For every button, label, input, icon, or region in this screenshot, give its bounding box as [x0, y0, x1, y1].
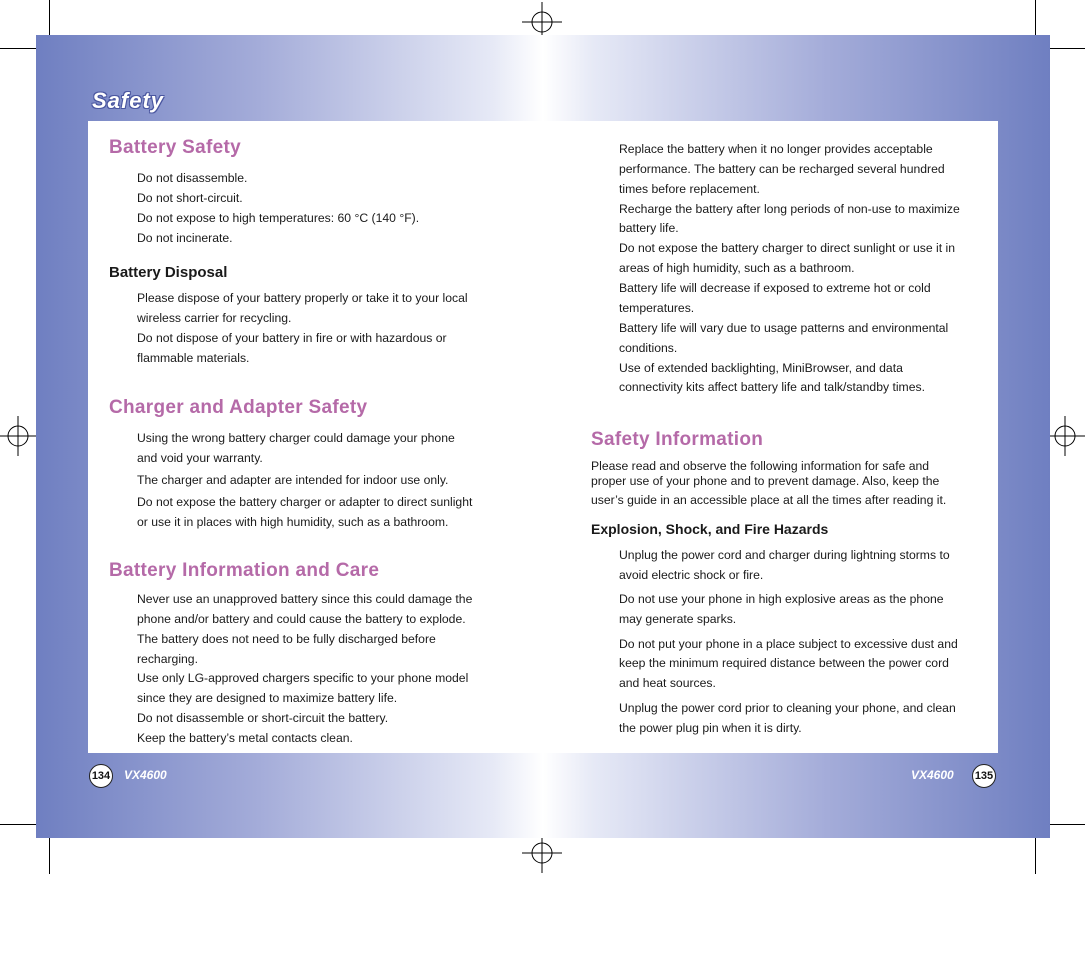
charger-safety-heading: Charger and Adapter Safety: [109, 397, 368, 418]
right-page-number: 135: [972, 764, 996, 788]
safety-information-heading: Safety Information: [591, 429, 764, 450]
list-item: conditions.: [619, 341, 678, 355]
list-item: Keep the battery’s metal contacts clean.: [137, 731, 353, 745]
list-item: since they are designed to maximize battery life.: [137, 691, 398, 705]
right-model-label: VX4600: [911, 768, 954, 782]
registration-mark-icon: [1045, 416, 1085, 456]
list-item: Use of extended backlighting, MiniBrowser, and data: [619, 361, 903, 375]
list-item: areas of high humidity, such as a bathroom.: [619, 261, 855, 275]
list-item: Unplug the power cord and charger during lightning storms to: [619, 548, 950, 562]
crop-mark: [49, 0, 50, 35]
crop-mark: [1050, 48, 1085, 49]
list-item: flammable materials.: [137, 351, 250, 365]
list-item: and heat sources.: [619, 676, 716, 690]
list-item: Recharge the battery after long periods of non-use to maximize: [619, 202, 960, 216]
list-item: Battery life will vary due to usage patterns and environmental: [619, 321, 949, 335]
list-item: Never use an unapproved battery since this could damage the: [137, 592, 473, 606]
crop-mark: [0, 824, 36, 825]
list-item: Do not incinerate.: [137, 231, 233, 245]
crop-mark: [49, 838, 50, 874]
list-item: times before replacement.: [619, 182, 760, 196]
intro-line: user’s guide in an accessible place at all the times after reading it.: [591, 493, 947, 507]
list-item: keep the minimum required distance between the power cord: [619, 656, 949, 670]
list-item: The battery does not need to be fully discharged before: [137, 632, 436, 646]
hazards-heading: Explosion, Shock, and Fire Hazards: [591, 521, 829, 537]
list-item: Do not put your phone in a place subject to excessive dust and: [619, 637, 958, 651]
intro-line: proper use of your phone and to prevent damage. Also, keep the: [591, 474, 940, 488]
battery-care-heading: Battery Information and Care: [109, 560, 380, 581]
list-item: Battery life will decrease if exposed to extreme hot or cold: [619, 281, 931, 295]
list-item: Do not expose the battery charger or adapter to direct sunlight: [137, 495, 473, 509]
list-item: or use it in places with high humidity, such as a bathroom.: [137, 515, 449, 529]
list-item: recharging.: [137, 652, 198, 666]
list-item: wireless carrier for recycling.: [137, 311, 292, 325]
list-item: Do not use your phone in high explosive areas as the phone: [619, 592, 944, 606]
list-item: may generate sparks.: [619, 612, 737, 626]
list-item: The charger and adapter are intended for indoor use only.: [137, 473, 449, 487]
list-item: Do not expose the battery charger to direct sunlight or use it in: [619, 241, 956, 255]
registration-mark-icon: [522, 833, 562, 873]
list-item: phone and/or battery and could cause the battery to explode.: [137, 612, 466, 626]
list-item: avoid electric shock or fire.: [619, 568, 764, 582]
list-item: connectivity kits affect battery life and talk/standby times.: [619, 380, 925, 394]
intro-line: Please read and observe the following information for safe and: [591, 459, 930, 473]
list-item: Unplug the power cord prior to cleaning your phone, and clean: [619, 701, 956, 715]
page-title: Safety: [92, 88, 165, 113]
list-item: Do not disassemble or short-circuit the battery.: [137, 711, 389, 725]
list-item: the power plug pin when it is dirty.: [619, 721, 802, 735]
list-item: Using the wrong battery charger could damage your phone: [137, 431, 455, 445]
battery-disposal-heading: Battery Disposal: [109, 264, 228, 281]
registration-mark-icon: [0, 416, 40, 456]
list-item: battery life.: [619, 221, 679, 235]
crop-mark: [1035, 0, 1036, 35]
list-item: and void your warranty.: [137, 451, 263, 465]
list-item: Please dispose of your battery properly or take it to your local: [137, 291, 468, 305]
crop-mark: [0, 48, 36, 49]
list-item: Use only LG-approved chargers specific to your phone model: [137, 671, 469, 685]
list-item: Do not expose to high temperatures: 60 °C (140 °F).: [137, 211, 420, 225]
left-page-number: 134: [89, 764, 113, 788]
list-item: Replace the battery when it no longer provides acceptable: [619, 142, 933, 156]
left-model-label: VX4600: [124, 768, 167, 782]
crop-mark: [1050, 824, 1085, 825]
battery-safety-heading: Battery Safety: [109, 137, 241, 158]
list-item: Do not short-circuit.: [137, 191, 243, 205]
list-item: temperatures.: [619, 301, 695, 315]
list-item: Do not dispose of your battery in fire or with hazardous or: [137, 331, 447, 345]
crop-mark: [1035, 838, 1036, 874]
list-item: Do not disassemble.: [137, 171, 248, 185]
list-item: performance. The battery can be recharged several hundred: [619, 162, 945, 176]
